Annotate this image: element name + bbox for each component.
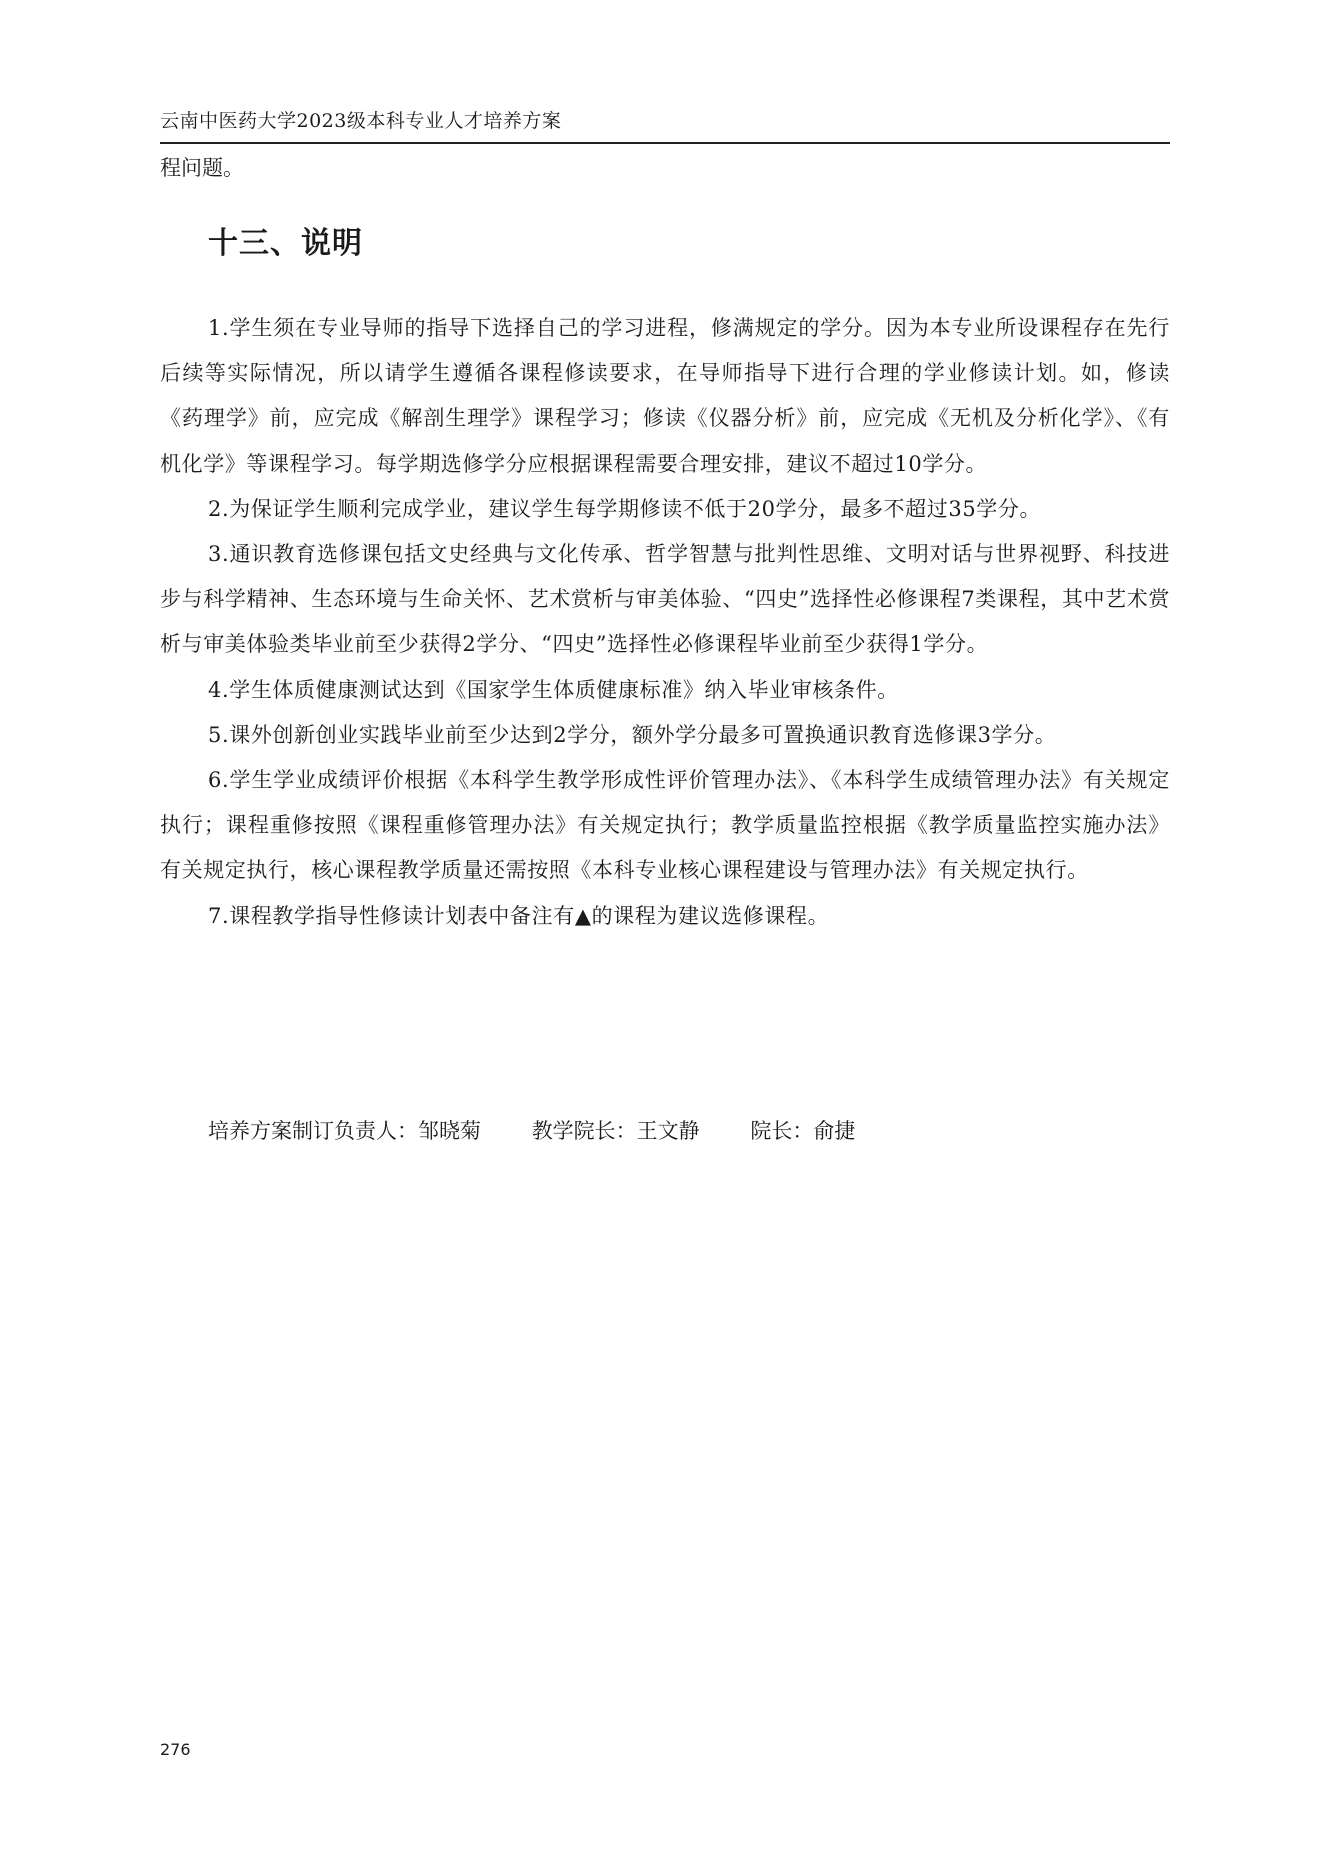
dean-signature: 院长：俞捷 bbox=[750, 1119, 856, 1143]
plan-lead-signature: 培养方案制订负责人：邹晓菊 bbox=[208, 1119, 481, 1143]
teaching-dean-signature: 教学院长：王文静 bbox=[531, 1119, 700, 1143]
page-header bbox=[160, 108, 1170, 144]
signature-line bbox=[208, 1113, 899, 1149]
note-paragraph-6: 6.学生学业成绩评价根据《本科学生教学形成性评价管理办法》、《本科学生成绩管理办法》有关规定执行；课程重修按照《课程重修管理办法》有关规定执行；教学质量监控根据《教学质量监控实施办法》有关规定执行，核心课程教学质量还需按照《本科专业核心课程建设与管理办法》有关规定执行。 bbox=[160, 768, 1170, 883]
section-title: 十三、说明 bbox=[208, 226, 363, 261]
note-paragraph-5: 5.课外创新创业实践毕业前至少达到2学分，额外学分最多可置换通识教育选修课3学分。 bbox=[208, 722, 1057, 747]
notes-body bbox=[160, 306, 1170, 939]
note-paragraph-2: 2.为保证学生顺利完成学业，建议学生每学期修读不低于20学分，最多不超过35学分。 bbox=[208, 496, 1042, 521]
continued-text: 程问题。 bbox=[160, 156, 244, 180]
note-paragraph-1: 1.学生须在专业导师的指导下选择自己的学习进程，修满规定的学分。因为本专业所设课程存在先行后续等实际情况，所以请学生遵循各课程修读要求，在导师指导下进行合理的学业修读计划。如，修读《药理学》前，应完成《解剖生理学》课程学习；修读《仪器分析》前，应完成《无机及分析化学》、《有机化学》等课程学习。每学期选修学分应根据课程需要合理安排，建议不超过10学分。 bbox=[160, 316, 1170, 476]
note-paragraph-3: 3.通识教育选修课包括文史经典与文化传承、哲学智慧与批判性思维、文明对话与世界视野、科技进步与科学精神、生态环境与生命关怀、艺术赏析与审美体验、“四史”选择性必修课程7类课程，其中艺术赏析与审美体验类毕业前至少获得2学分、“四史”选择性必修课程毕业前至少获得1学分。 bbox=[160, 542, 1170, 657]
page-number: 276 bbox=[160, 1740, 191, 1759]
document-title: 云南中医药大学2023级本科专业人才培养方案 bbox=[160, 110, 562, 132]
note-paragraph-4: 4.学生体质健康测试达到《国家学生体质健康标准》纳入毕业审核条件。 bbox=[208, 677, 899, 702]
note-paragraph-7: 7.课程教学指导性修读计划表中备注有▲的课程为建议选修课程。 bbox=[208, 903, 830, 928]
